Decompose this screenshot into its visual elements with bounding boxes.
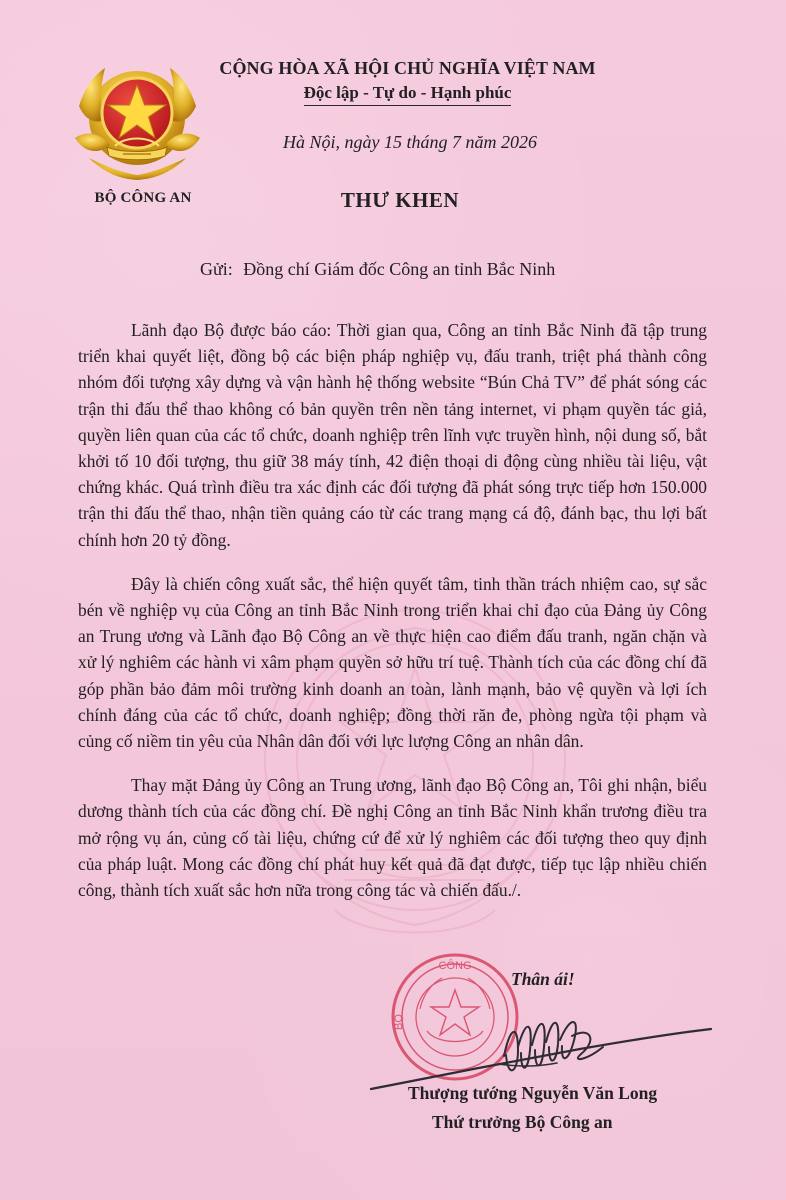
- paragraph-1: Lãnh đạo Bộ được báo cáo: Thời gian qua, Công an tỉnh Bắc Ninh đã tập trung triển khai quyết liệt, đồng bộ các biện pháp nghiệp vụ, đấu tranh, triệt phá thành công nhóm đối tượng xây dựng và vận hành hệ thống website “Bún Chả TV” để phát sóng các trận thi đấu thể thao không có bản quyền trên nền tảng internet, vi phạm quyền tác giả, quyền liên quan của các tổ chức, doanh nghiệp trên lĩnh vực truyền hình, nội dung số, bắt khởi tố 10 đối tượng, thu giữ 38 máy tính, 42 điện thoại di động cùng nhiều tài liệu, vật chứng khác. Quá trình điều tra xác định các đối tượng đã phát sóng trực tiếp hơn 150.000 trận thi đấu thể thao, nhận tiền quảng cáo từ các trang mạng cá độ, đánh bạc, thu lợi bất chính hơn 20 tỷ đồng.: [78, 320, 707, 550]
- organization-name: BỘ CÔNG AN: [94, 190, 192, 206]
- recipient-label: Gửi:: [200, 259, 233, 279]
- recipient-line: [200, 257, 630, 281]
- signer-name: Thượng tướng Nguyễn Văn Long: [408, 1083, 658, 1103]
- paragraph-2: Đây là chiến công xuất sắc, thể hiện quyết tâm, tinh thần trách nhiệm cao, sự sắc bén về nghiệp vụ của Công an tỉnh Bắc Ninh trong triển khai chỉ đạo của Đảng ủy Công an Trung ương và Lãnh đạo Bộ Công an về thực hiện cao điểm đấu tranh, ngăn chặn và xử lý nghiêm các hành vi xâm phạm quyền sở hữu trí tuệ. Thành tích của các đồng chí đã góp phần bảo đảm môi trường kinh doanh an toàn, lành mạnh, bảo vệ quyền và lợi ích chính đáng của các tổ chức, doanh nghiệp; đồng thời răn đe, phòng ngừa tội phạm và củng cố niềm tin yêu của Nhân dân đối với lực lượng Công an nhân dân.: [78, 573, 707, 752]
- seal-top-text: CÔNG: [438, 960, 472, 972]
- police-emblem-icon: [65, 58, 210, 183]
- recipient-name: Đồng chí Giám đốc Công an tỉnh Bắc Ninh: [243, 259, 556, 279]
- closing-greeting: Thân ái!: [511, 969, 575, 989]
- paragraph-3: Thay mặt Đảng ủy Công an Trung ương, lãnh đạo Bộ Công an, Tôi ghi nhận, biểu dương thành tích của các đồng chí. Đề nghị Công an tỉnh Bắc Ninh khẩn trương điều tra mở rộng vụ án, củng cố tài liệu, chứng cứ để xử lý nghiêm các đối tượng theo quy định của pháp luật. Mong các đồng chí phát huy kết quả đã đạt được, tiếp tục lập nhiều chiến công, thành tích xuất sắc hơn nữa trong công tác và chiến đấu./.: [78, 775, 707, 901]
- signer-position: Thứ trưởng Bộ Công an: [432, 1112, 613, 1132]
- country-name: CỘNG HÒA XÃ HỘI CHỦ NGHĨA VIỆT NAM: [219, 58, 596, 78]
- issue-date: Hà Nội, ngày 15 tháng 7 năm 2026: [283, 132, 537, 152]
- seal-left-text: BỘ: [393, 1014, 405, 1030]
- national-header: [200, 56, 615, 106]
- national-motto: Độc lập - Tự do - Hạnh phúc: [304, 82, 512, 106]
- letter-body: [78, 317, 707, 921]
- document-title: THƯ KHEN: [340, 188, 460, 212]
